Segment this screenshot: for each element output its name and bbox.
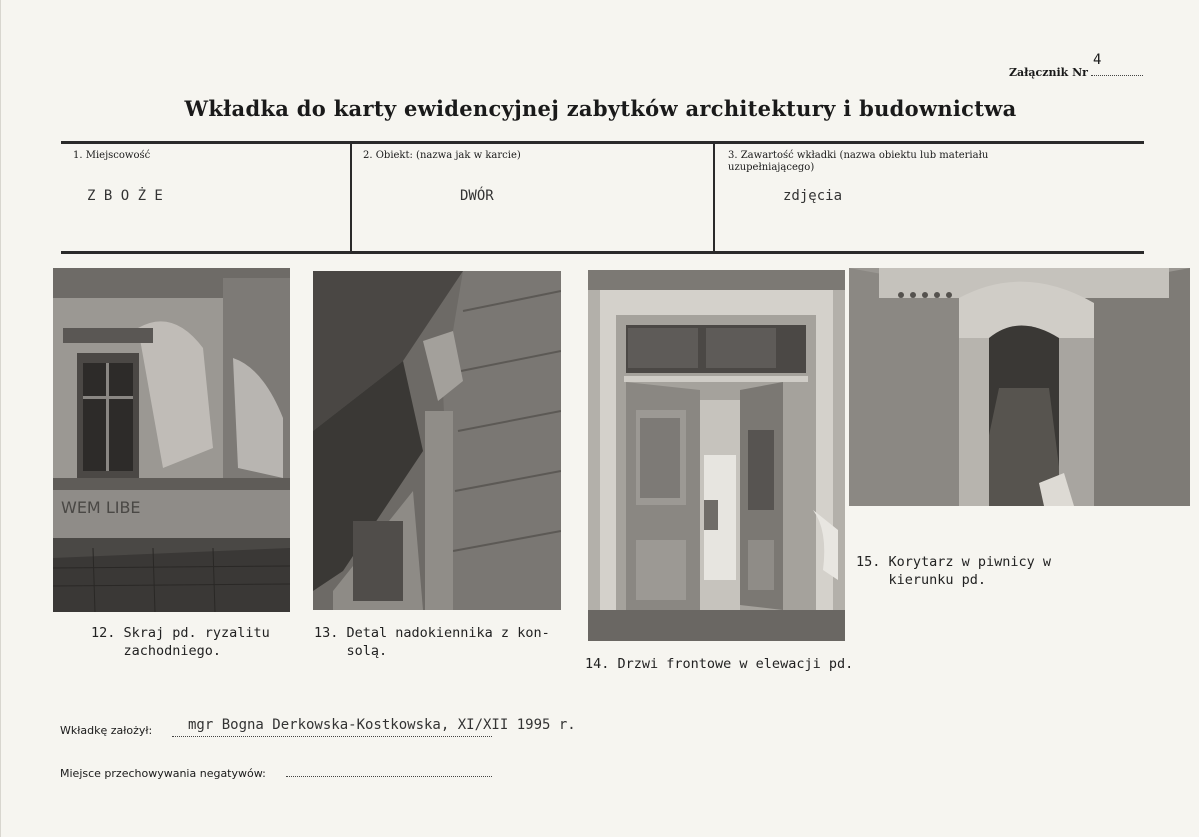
- annex-label-text: Załącznik Nr: [1009, 66, 1088, 79]
- field-locality-label: 1. Miejscowość: [73, 150, 151, 161]
- column-divider-2: [713, 143, 715, 252]
- caption-photo-15: 15. Korytarz w piwnicy w kierunku pd.: [856, 554, 1052, 588]
- bottom-rule: [61, 251, 1144, 254]
- author-dotline: [172, 736, 492, 737]
- negatives-label: Miejsce przechowywania negatywów:: [60, 767, 266, 780]
- author-value: mgr Bogna Derkowska-Kostkowska, XI/XII 1995 r.: [188, 717, 576, 733]
- photo-lintel-detail: [313, 271, 561, 610]
- top-rule: [61, 141, 1144, 144]
- column-divider-1: [350, 143, 352, 252]
- annex-label: [1009, 66, 1143, 79]
- caption-photo-12: 12. Skraj pd. ryzalitu zachodniego.: [91, 625, 270, 659]
- field-object-value: DWÓR: [460, 188, 494, 204]
- negatives-dotline: [286, 776, 492, 777]
- caption-photo-14: 14. Drzwi frontowe w elewacji pd.: [585, 656, 854, 672]
- field-content-value: zdjęcia: [783, 188, 843, 204]
- field-object-label: 2. Obiekt: (nazwa jak w karcie): [363, 150, 521, 161]
- caption-photo-13: 13. Detal nadokiennika z kon- solą.: [314, 625, 550, 659]
- author-label: Wkładkę założył:: [60, 724, 153, 737]
- photo-facade-window: [53, 268, 290, 612]
- svg-text:WEM LIBE: WEM LIBE: [61, 498, 141, 517]
- field-locality-value: Z B O Ż E: [87, 188, 163, 204]
- page-title: Wkładka do karty ewidencyjnej zabytków architektury i budownictwa: [184, 96, 1017, 121]
- photo-front-door: [588, 270, 845, 641]
- photo-cellar-corridor: [849, 268, 1190, 506]
- field-content-label: 3. Zawartość wkładki (nazwa obiektu lub materiału uzupełniającego): [728, 150, 989, 173]
- annex-number: 4: [1093, 52, 1102, 68]
- annex-dots: [1091, 75, 1143, 76]
